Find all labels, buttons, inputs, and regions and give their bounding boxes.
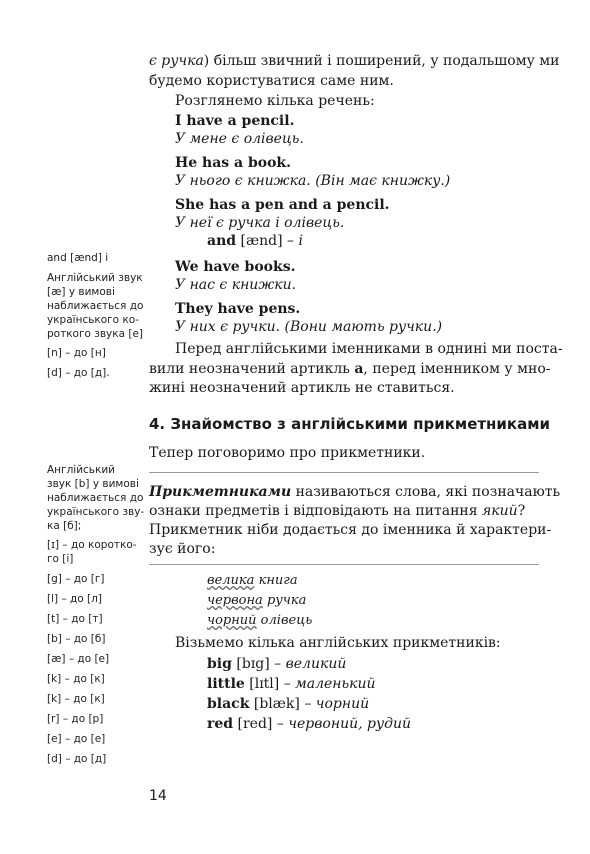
sidebar-line: ка [б]; [47,520,82,532]
adjective-en: big [207,656,232,672]
sidebar-line: [r] – до [р] [47,713,104,725]
and-dash: – [287,233,295,249]
example-ua-extra: (Вони мають ручки.) [284,319,443,335]
sidebar-line: українського зву- [47,506,145,518]
adjective-row [207,655,346,673]
sidebar-note-2 [47,0,143,854]
sidebar-line: українського ко- [47,314,139,326]
article-a: a [354,361,364,377]
adjective-row [207,695,369,713]
sidebar-line: наближається до [47,300,144,312]
example-ua-line [175,172,450,190]
adjective-row [207,675,376,693]
and-word: and [207,233,237,249]
example-en: She has a pen and a pencil. [175,197,390,213]
example-en: They have pens. [175,301,301,317]
sidebar-line: [l] – до [л] [47,593,102,605]
sidebar-line: [æ] у вимові [47,286,115,298]
page-number: 14 [149,788,167,804]
text-fragment: вили неозначений артикль [149,361,355,377]
sidebar-line: [k] – до [к] [47,673,105,685]
adjective: велика [207,573,255,588]
adjective-ipa: [red] [237,716,273,732]
example-ua: У неї є ручка і олівець. [175,215,345,231]
question-word: який [482,503,518,519]
text-line [149,52,560,70]
and-line [207,232,303,250]
adjective-tr: – червоний, рудий [276,716,411,732]
noun: ручка [262,593,307,608]
text-line: Перед англійськими іменниками в однині ми поста- [175,341,563,357]
sidebar-line: [n] – до [н] [47,347,106,359]
sidebar-line: го [і] [47,553,74,565]
and-ipa: [ænd] [240,233,283,249]
divider-top [149,472,539,473]
example-ua-extra: (Він має книжку.) [315,173,451,189]
definition-line: Прикметник ніби додається до іменника й характери- [149,522,552,538]
adjective-en: red [207,716,234,732]
section-intro: Тепер поговоримо про прикметники. [149,445,426,461]
example-ua: У них є ручки. [175,319,281,335]
adjective: червона [207,593,263,608]
example-phrase [207,612,312,630]
text-fragment: ознаки предметів і відповідають на питання [149,503,483,519]
sidebar-line: наближається до [47,492,144,504]
example-ua: У нього є книжка. [175,173,311,189]
sidebar-line: Англійський звук [47,272,143,284]
adjective: чорний [207,613,257,628]
text-line: Розглянемо кілька речень: [175,93,375,109]
divider-bottom [149,564,539,565]
and-translation: і [298,233,303,249]
text-line: жині неозначений артикль не ставиться. [149,380,455,396]
sidebar-line: [ɪ] – до коротко- [47,539,137,551]
example-phrase [207,592,306,610]
example-ua: У нас є книжки. [175,277,297,293]
text-fragment: ) більш звичний і поширений, у подальшому ми [203,53,560,69]
example-en: We have books. [175,259,296,275]
sidebar-line: звук [b] у вимові [47,478,139,490]
sidebar-line: [d] – до [д] [47,753,107,765]
adjective-tr: – чорний [304,696,370,712]
text-fragment: , перед іменником у мно- [363,361,551,377]
noun: книга [254,573,298,588]
italic-fragment: є ручка [149,53,204,69]
adjective-ipa: [lɪtl] [249,676,280,692]
adjective-en: little [207,676,245,692]
adjective-en: black [207,696,250,712]
adjective-tr: – великий [274,656,347,672]
sidebar-line: [g] – до [г] [47,573,105,585]
definition-line: зує його: [149,541,216,557]
example-ua: У мене є олівець. [175,131,304,147]
definition-line [149,502,525,520]
adjective-row [207,715,411,733]
adj-intro: Візьмемо кілька англійських прикметників: [175,635,501,651]
definition-line [149,483,560,501]
sidebar-line: Англійський [47,464,115,476]
example-en: I have a pencil. [175,113,295,129]
text-fragment: називаються слова, які позначають [291,484,561,500]
adjective-ipa: [blæk] [253,696,300,712]
text-line [149,360,551,378]
example-phrase [207,572,298,590]
sidebar-line: and [ænd] і [47,252,109,264]
sidebar-line: роткого звука [е] [47,328,144,340]
definition-term: Прикметниками [149,484,292,500]
sidebar-line: [t] – до [т] [47,613,103,625]
sidebar-line: [b] – до [б] [47,633,106,645]
adjective-ipa: [bɪg] [236,656,270,672]
example-en: He has a book. [175,155,291,171]
sidebar-line: [d] – до [д]. [47,367,110,379]
text-line: будемо користуватися саме ним. [149,73,394,89]
example-ua-line [175,318,442,336]
sidebar-line: [k] – до [к] [47,693,105,705]
text-fragment: ? [517,503,526,519]
section-title: 4. Знайомство з англійськими прикметниками [149,415,551,433]
sidebar-line: [e] – до [е] [47,733,106,745]
adjective-tr: – маленький [283,676,376,692]
sidebar-line: [æ] – до [е] [47,653,110,665]
noun: олівець [256,613,313,628]
